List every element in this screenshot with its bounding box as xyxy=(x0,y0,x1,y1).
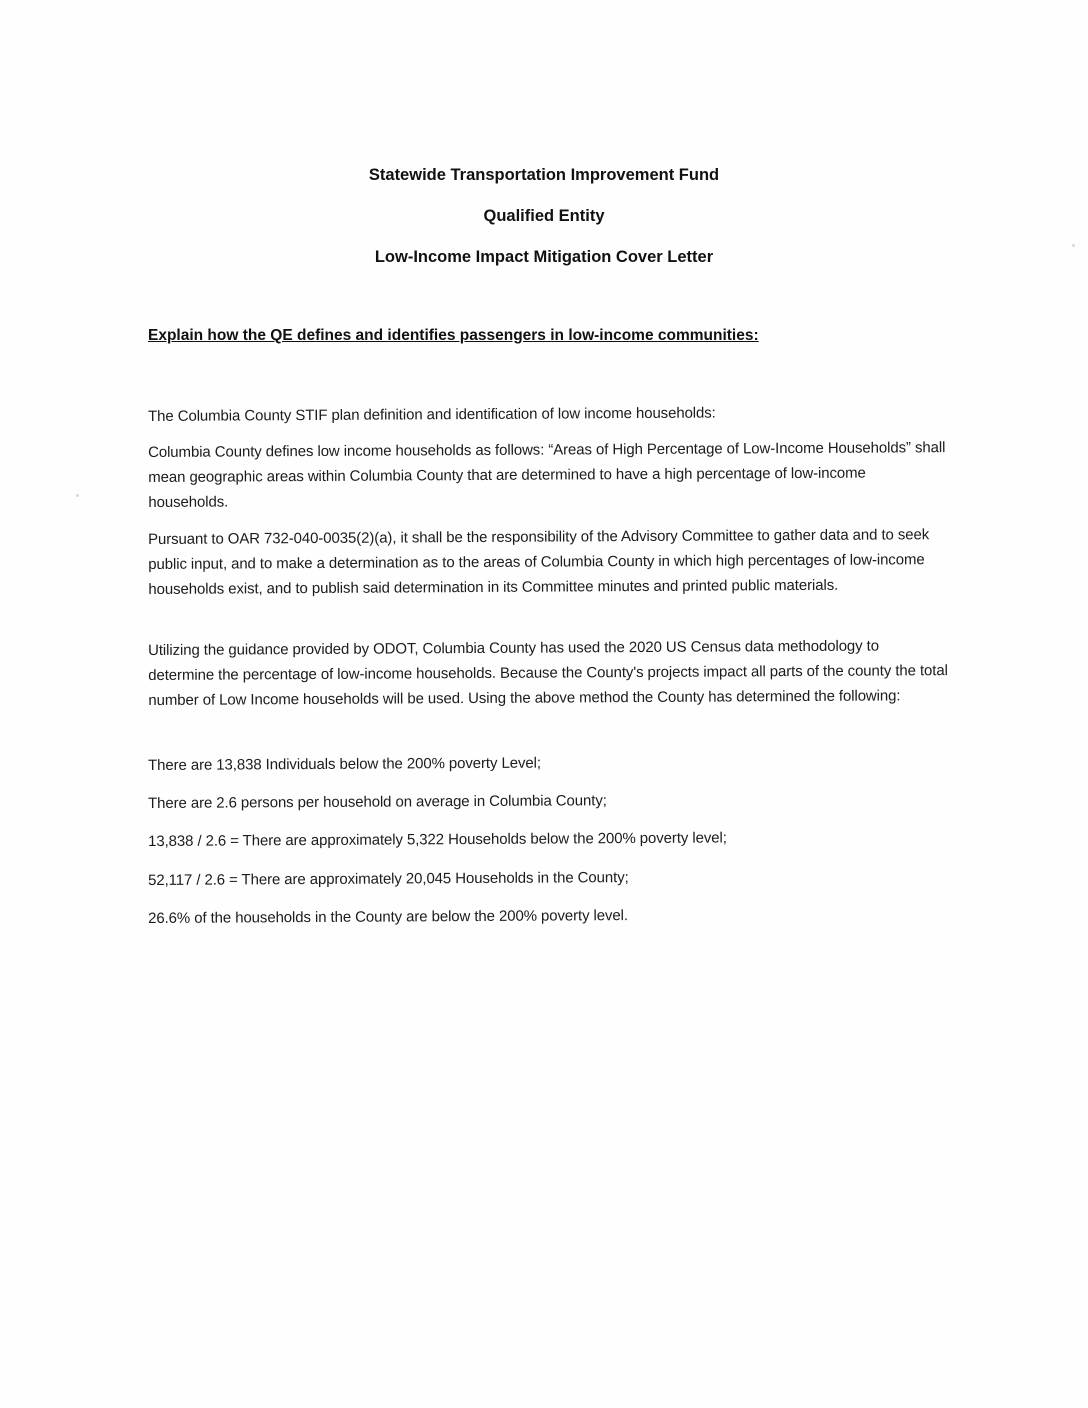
scan-speck xyxy=(1072,244,1075,247)
stat-total-households: 52,117 / 2.6 = There are approximately 20,045 Households in the County; xyxy=(148,869,629,889)
stat-individuals: There are 13,838 Individuals below the 200% poverty Level; xyxy=(148,754,541,774)
stat-percentage: 26.6% of the households in the County are below the 200% poverty level. xyxy=(148,907,629,927)
paragraph-definition: Columbia County defines low income households as follows: “Areas of High Percentage of Low-Income Households” shall mean geographic areas within Columbia County that are determined to have a high percentage of low-income households. xyxy=(148,439,946,511)
document-subtitle: Qualified Entity xyxy=(483,207,605,225)
scan-speck xyxy=(76,494,79,497)
stat-persons-per-household: There are 2.6 persons per household on average in Columbia County; xyxy=(148,792,607,812)
paragraph-methodology: Utilizing the guidance provided by ODOT, Columbia County has used the 2020 US Census data methodology to determine the percentage of low-income households. Because the County's projects impact all parts of the county the total number of Low Income households will be used. Using the above method the County has determined the following: xyxy=(148,637,948,709)
stat-low-income-households: 13,838 / 2.6 = There are approximately 5,322 Households below the 200% poverty level; xyxy=(148,829,727,850)
document-heading: Low-Income Impact Mitigation Cover Letter xyxy=(374,248,714,266)
paragraph-intro: The Columbia County STIF plan definition and identification of low income households: xyxy=(148,404,716,425)
document-title: Statewide Transportation Improvement Fund xyxy=(368,166,720,184)
paragraph-pursuant: Pursuant to OAR 732-040-0035(2)(a), it shall be the responsibility of the Advisory Committee to gather data and to seek public input, and to make a determination as to the areas of Columbia County in which high percentages of low-income households exist, and to publish said determination in its Committee minutes and printed public materials. xyxy=(148,526,930,598)
section-question: Explain how the QE defines and identifies passengers in low-income communities: xyxy=(148,327,759,344)
